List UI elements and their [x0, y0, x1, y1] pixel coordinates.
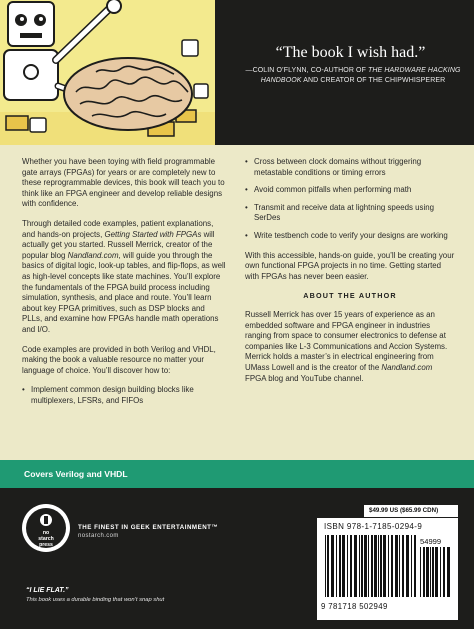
lie-flat-title: “I LIE FLAT.” [26, 587, 69, 594]
barcode-bar [327, 535, 329, 597]
barcode-bar [371, 535, 373, 597]
author-bio-text-a: Russell Merrick has over 15 years of experience as an embedded software and FPGA engineer in industries ranging from space to consumer electronics to defense at companies like L-3 Communications and Accion Systems. Merrick holds a master’s in electrical engineering from UMass Lowell and is the creator of the [245, 309, 448, 372]
barcode-bar [364, 535, 367, 597]
barcode-bar [388, 535, 389, 597]
barcode-bar [447, 547, 450, 597]
publisher-tagline: THE FINEST IN GEEK ENTERTAINMENT™ [78, 524, 219, 531]
about-author-heading: ABOUT THE AUTHOR [303, 291, 397, 301]
barcode-bar [432, 547, 434, 597]
barcode-bar [380, 535, 382, 597]
author-bio [245, 310, 455, 384]
logo-line2: starch [38, 536, 54, 542]
price-box [364, 505, 458, 517]
barcode-bar [420, 547, 421, 597]
code-paragraph: Code examples are provided in both Verilog and VHDL, making the book a valuable resource no matter your language of choice. You’ll discover how to: [22, 344, 216, 375]
barcode-bar [325, 535, 326, 597]
logo-line3: press [39, 542, 53, 548]
barcode-bar [378, 535, 379, 597]
publisher-site: nostarch.com [78, 533, 119, 539]
overview-text-b: will actually get you started. Russell Merrick, creator of the popular blog [22, 229, 215, 260]
barcode-bar [430, 547, 431, 597]
logo-text [26, 530, 66, 548]
lie-flat-subtitle: This book uses a durable binding that won’t snap shut [26, 597, 165, 603]
attribution-book-title: THE HARDWARE HACKING HANDBOOK [260, 67, 461, 84]
robot-illustration [0, 0, 215, 145]
barcode-bar [347, 535, 348, 597]
quote-block [215, 0, 474, 145]
left-bullet-list [22, 385, 227, 406]
barcode-bar [395, 535, 398, 597]
isbn-label: ISBN 978-1-7185-0294-9 [324, 522, 423, 531]
bullet-item: • Implement common design building blocks like multiplexers, LFSRs, and FIFOs [22, 385, 227, 406]
right-column [245, 157, 455, 393]
addon-barcode-bars [420, 547, 452, 597]
barcode-bar [374, 535, 377, 597]
bullet-item: • Avoid common pitfalls when performing math [245, 185, 455, 196]
footer-band [0, 488, 474, 629]
barcode-bar [361, 535, 363, 597]
barcode-bar [435, 547, 438, 597]
barcode-bar [336, 535, 337, 597]
robot-brain-illustration [0, 0, 215, 145]
barcode-bar [399, 535, 400, 597]
barcode-bar [423, 547, 425, 597]
attribution-line1: —COLIN O’FLYNN, CO-AUTHOR OF [245, 67, 366, 74]
overview-text-a: Through detailed code examples, patient explanations, and hands-on projects, [22, 218, 214, 239]
barcode-bar [426, 547, 429, 597]
barcode-box [317, 518, 458, 620]
closing-paragraph: With this accessible, hands-on guide, you’ll be creating your own functional FPGA projects in no time. Getting started with FPGAs has never been easier. [245, 250, 455, 281]
quote-attribution [233, 66, 473, 86]
overview-paragraph [22, 219, 227, 336]
barcode-bar [383, 535, 386, 597]
left-column [22, 157, 227, 415]
barcode-bar [342, 535, 345, 597]
endorsement-quote: “The book I wish had.” [275, 44, 426, 61]
author-bio-text-b: FPGA blog and YouTube channel. [245, 373, 364, 383]
author-blog-name: Nandland.com [381, 362, 433, 372]
covers-band [0, 460, 474, 488]
barcode-bar [368, 535, 369, 597]
barcode-bar [402, 535, 404, 597]
barcode-bar [414, 535, 416, 597]
barcode-bar [359, 535, 360, 597]
bullet-item: • Transmit and receive data at lightning speeds using SerDes [245, 203, 455, 224]
bullet-item: • Cross between clock domains without triggering metastable conditions or timing errors [245, 157, 455, 178]
overview-text-c: , will guide you through the basics of digital logic, look-up tables, and flip-flops, as well as high-level concepts like state machines. You’ll explore the fundamentals of the FPGA build process including simulation, synthesis, and place and route. You’ll learn about key FPGA primitives, such as DSP blocks and PLLs, and examine how FPGAs handle math operations and I/O. [22, 250, 226, 334]
barcode-bar [411, 535, 412, 597]
barcode-bar [391, 535, 393, 597]
barcode-bar [339, 535, 341, 597]
covers-label [24, 469, 128, 479]
covers-languages: Verilog and VHDL [55, 469, 128, 479]
logo-line1: no [42, 530, 50, 536]
barcode-bar [443, 547, 445, 597]
barcode-bar [331, 535, 334, 597]
bullet-item: • Write testbench code to verify your designs are working [245, 231, 455, 242]
barcode-bars [325, 535, 417, 597]
addon-number: 54999 [420, 537, 442, 546]
blog-name: Nandland.com [67, 250, 119, 260]
barcode-bar [406, 535, 409, 597]
header-band [0, 0, 474, 145]
price: $49.99 US ($65.99 CDN) [369, 507, 439, 514]
covers-word: Covers [24, 469, 54, 479]
attribution-line2: AND CREATOR OF THE CHIPWHISPERER [303, 77, 446, 84]
barcode-bar [350, 535, 352, 597]
logo-inner [26, 508, 66, 548]
barcode-bar [440, 547, 441, 597]
intro-paragraph: Whether you have been toying with field programmable gate arrays (FPGAs) for years or are completely new to these reprogrammable devices, this book will teach you to think like an FPGA engineer and develop reliable designs with confidence. [22, 157, 225, 209]
description-area [0, 145, 474, 460]
no-starch-press-logo [22, 504, 70, 552]
book-title: Getting Started with FPGAs [104, 229, 202, 239]
barcode-bar [354, 535, 357, 597]
barcode-number: 9 781718 502949 [321, 602, 388, 611]
right-bullet-list [245, 157, 455, 242]
